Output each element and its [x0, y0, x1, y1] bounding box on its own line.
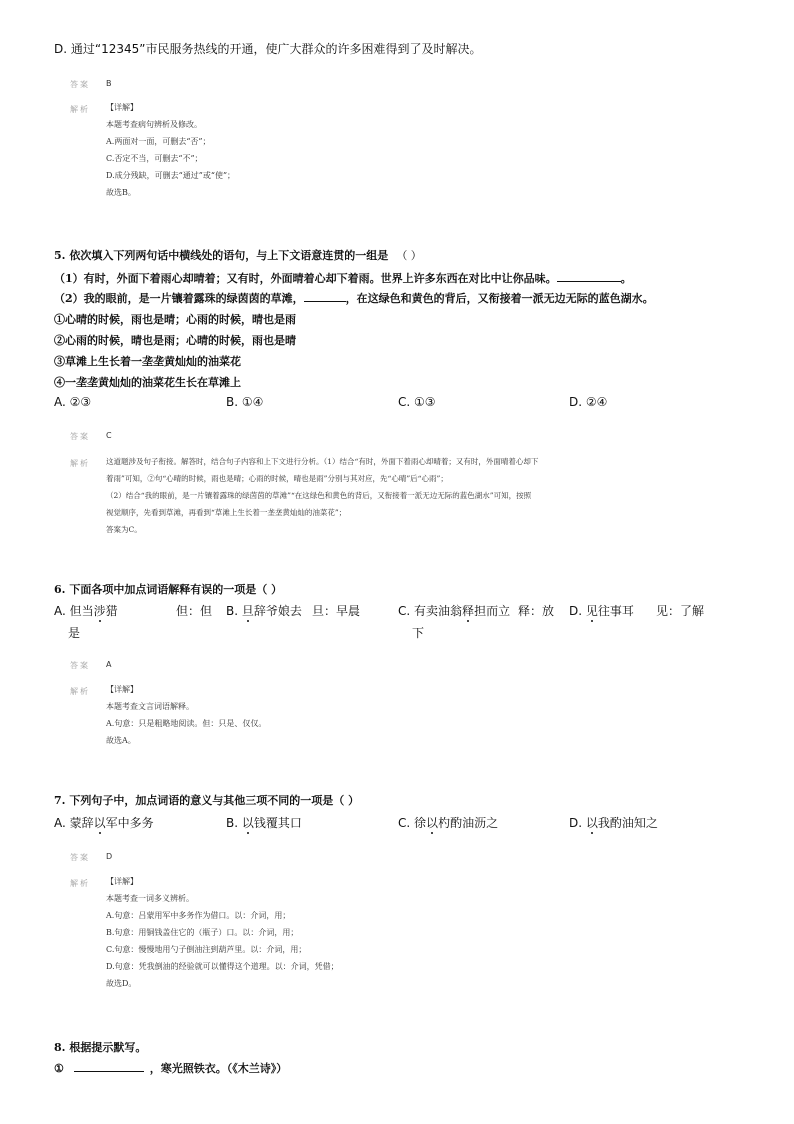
analysis-line: 【详解】: [106, 877, 138, 886]
analysis-line: 故选D。: [106, 979, 137, 988]
q6-option-a-wrap: 是: [68, 626, 81, 640]
q6-analysis-label: 解析: [70, 687, 90, 696]
analysis-line: 【详解】: [106, 103, 138, 112]
q8-item-text: ，寒光照铁衣。（《木兰诗》）: [149, 1062, 288, 1075]
analysis-line: B.句意：用铜钱盖住它的（瓶子）口。以：介词，用；: [106, 928, 299, 937]
analysis-line: D.成分残缺，可删去“通过”或“使”；: [106, 171, 236, 180]
q6-option-d-gloss: 见：了解: [656, 604, 705, 618]
q5-line1-text: （1）有时，外面下着雨心却晴着；又有时，外面晴着心却下着雨。世界上许多东西在对比中让你品味。: [54, 272, 557, 285]
q7-option-c[interactable]: [398, 814, 498, 831]
option-text-pre: 有卖油翁: [414, 604, 463, 618]
option-letter: D.: [569, 604, 583, 618]
q5-answer-value: C: [106, 431, 112, 440]
option-letter: C.: [398, 816, 411, 830]
option-text-post: 钱覆其口: [253, 816, 302, 830]
analysis-line: D.句意：凭我倒油的经验就可以懂得这个道理。以：介词，凭借；: [106, 962, 339, 971]
q6-answer-value: A: [106, 660, 112, 669]
option-letter: C.: [398, 604, 411, 618]
option-text-post: 杓酌油沥之: [438, 816, 499, 830]
option-text-pre: 蒙辞: [69, 816, 94, 830]
analysis-line: A.两面对一面，可删去“否”；: [106, 137, 211, 146]
analysis-line: 视觉顺序，先看到草滩，再看到“草滩上生长着一垄垄黄灿灿的油菜花”；: [106, 508, 347, 517]
q6-stem: 6. 下面各项中加点词语解释有误的一项是（ ）: [54, 583, 283, 596]
q5-line2-text-b: ，在这绿色和黄色的背后，又衔接着一派无边无际的蓝色湖水。: [345, 292, 654, 305]
q5-option-a[interactable]: A. ②③: [54, 395, 92, 409]
q6-option-c-gloss: 释：放: [518, 604, 555, 618]
dotted-word: 以: [241, 816, 254, 830]
analysis-line: 答案为C。: [106, 525, 142, 534]
q5-option-c[interactable]: C. ①③: [398, 395, 436, 409]
q5-line2: [54, 290, 654, 306]
q7-option-d[interactable]: [569, 814, 658, 831]
option-letter: A.: [54, 604, 66, 618]
dotted-word: 以: [93, 816, 106, 830]
option-letter: D.: [569, 816, 583, 830]
q5-item-3: ③草滩上生长着一垄垄黄灿灿的油菜花: [54, 355, 241, 368]
analysis-line: 本题考查文言词语解释。: [106, 702, 194, 711]
q7-answer-value: D: [106, 852, 113, 861]
option-text-post: 往事耳: [597, 604, 634, 618]
q5-paren: （ ）: [396, 249, 422, 262]
option-letter: B.: [226, 604, 239, 618]
analysis-line: 本题考查病句辨析及修改。: [106, 120, 202, 129]
analysis-line: C.句意：慢慢地用勺子倒油注到葫芦里。以：介词，用；: [106, 945, 307, 954]
dotted-word: 涉: [93, 604, 106, 618]
q5-item-1: ①心晴的时候，雨也是晴；心雨的时候，晴也是雨: [54, 313, 296, 326]
q8-stem: 8. 根据提示默写。: [54, 1041, 147, 1054]
q5-analysis-label: 解析: [70, 459, 90, 468]
q7-answer-label: 答案: [70, 853, 90, 862]
q6-option-d[interactable]: [569, 602, 634, 619]
question4-option-d: D. 通过“12345”市民服务热线的开通，使广大群众的许多困难得到了及时解决。: [54, 42, 482, 56]
q6-analysis: [106, 681, 266, 749]
q6-option-b[interactable]: [226, 602, 302, 619]
q7-analysis: [106, 873, 339, 992]
q5-answer-label: 答案: [70, 432, 90, 441]
option-text-post: 辞爷娘去: [253, 604, 302, 618]
dotted-word: 见: [585, 604, 598, 618]
q6-option-b-gloss: 旦：早晨: [312, 604, 361, 618]
dotted-word: 以: [426, 816, 439, 830]
q8-blank-1[interactable]: [74, 1061, 144, 1072]
option-text-post: 猎: [105, 604, 118, 618]
analysis-line: A.句意：只是粗略地阅读。但：只是、仅仅。: [106, 719, 267, 728]
q4-answer-label: 答案: [70, 80, 90, 89]
dotted-word: 以: [585, 816, 598, 830]
q6-option-a-gloss: 但：但: [176, 604, 213, 618]
q5-stem-text: 5. 依次填入下列两句话中横线处的语句，与上下文语意连贯的一组是: [54, 249, 389, 262]
option-text-post: 军中多务: [105, 816, 154, 830]
q7-stem: 7. 下列句子中，加点词语的意义与其他三项不同的一项是（ ）: [54, 794, 360, 807]
q5-analysis: [106, 453, 538, 538]
q5-stem: [54, 247, 422, 263]
analysis-line: 着雨”可知，②句“心晴的时候，雨也是晴；心雨的时候，晴也是雨”分别与其对应，先“心晴”后“心雨”；: [106, 474, 448, 483]
q7-option-b[interactable]: [226, 814, 302, 831]
dotted-word: 释: [462, 604, 475, 618]
option-text-pre: 徐: [414, 816, 427, 830]
option-text-pre: 但当: [69, 604, 94, 618]
q5-line1-end: 。: [620, 272, 632, 285]
q5-blank-1: [557, 271, 621, 282]
q4-answer-value: B: [106, 79, 112, 88]
q5-item-2: ②心雨的时候，晴也是雨；心晴的时候，雨也是晴: [54, 334, 296, 347]
option-letter: A.: [54, 816, 66, 830]
q7-analysis-label: 解析: [70, 879, 90, 888]
q5-blank-2: [304, 291, 346, 302]
analysis-line: C.否定不当，可删去“不”；: [106, 154, 203, 163]
q5-item-4: ④一垄垄黄灿灿的油菜花生长在草滩上: [54, 376, 241, 389]
q6-option-c-wrap: 下: [412, 626, 425, 640]
q6-option-c[interactable]: [398, 602, 510, 619]
q4-analysis-label: 解析: [70, 105, 90, 114]
option-letter: B.: [226, 816, 239, 830]
analysis-line: 故选B。: [106, 188, 136, 197]
analysis-line: 【详解】: [106, 685, 138, 694]
q5-line2-text-a: （2）我的眼前，是一片镶着露珠的绿茵茵的草滩，: [54, 292, 304, 305]
q4-analysis: [106, 99, 235, 201]
analysis-line: 故选A。: [106, 736, 136, 745]
q6-option-a[interactable]: [54, 602, 118, 619]
q8-item-number: ①: [54, 1062, 64, 1075]
analysis-line: 这道题涉及句子衔接。解答时，结合句子内容和上下文进行分析。（1）结合“有时，外面下着雨心却晴着；又有时，外面晴着心却下: [106, 457, 539, 466]
dotted-word: 旦: [241, 604, 254, 618]
q6-answer-label: 答案: [70, 661, 90, 670]
q5-line1: [54, 270, 632, 286]
q5-option-d[interactable]: D. ②④: [569, 395, 608, 409]
q8-item-1: [54, 1060, 287, 1076]
analysis-line: 本题考查一词多义辨析。: [106, 894, 194, 903]
q7-option-a[interactable]: [54, 814, 154, 831]
option-text-post: 我酌油知之: [597, 816, 658, 830]
analysis-line: （2）结合“我的眼前，是一片镶着露珠的绿茵茵的草滩”“在这绿色和黄色的背后，又衔接着一派无边无际的蓝色湖水”可知，按照: [106, 491, 532, 500]
option-text-post: 担而立: [474, 604, 511, 618]
q5-option-b[interactable]: B. ①④: [226, 395, 264, 409]
analysis-line: A.句意：吕蒙用军中多务作为借口。以：介词，用；: [106, 911, 291, 920]
